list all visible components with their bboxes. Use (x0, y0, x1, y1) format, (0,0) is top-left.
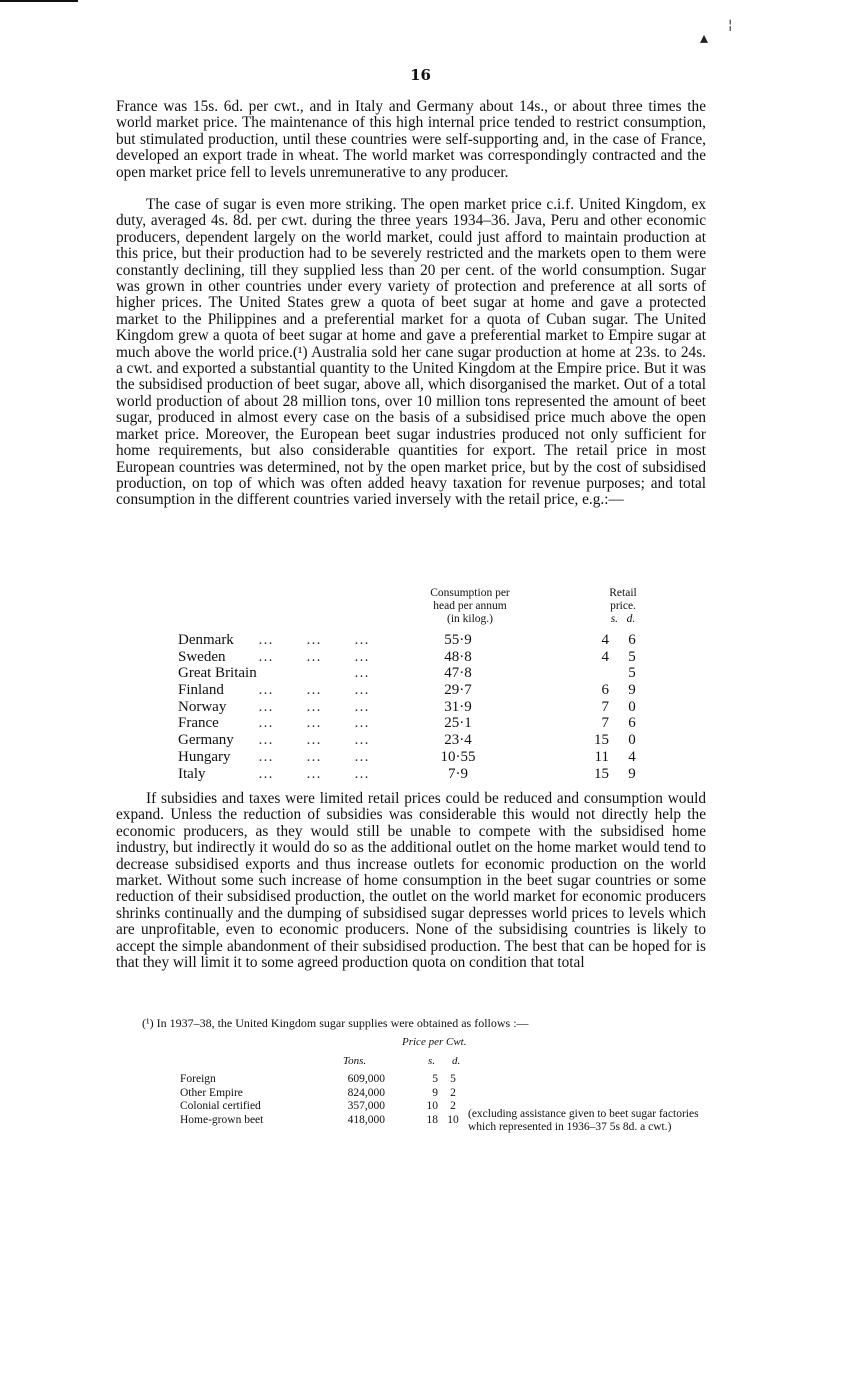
supply-source: Foreign (180, 1073, 216, 1085)
table-row (178, 649, 648, 666)
footnote-price-header: Price per Cwt. (402, 1036, 467, 1048)
consumption-value: 23·4 (444, 732, 472, 749)
table-header-consumption (400, 587, 540, 626)
retail-pence: 0 (628, 732, 636, 749)
country: Denmark (178, 632, 234, 648)
page-number: 16 (410, 66, 431, 84)
table-row (180, 1087, 720, 1101)
leader-dots: … (354, 682, 370, 699)
leader-dots: … (306, 732, 322, 749)
consumption-value: 55·9 (444, 632, 472, 648)
leader-dots: … (306, 715, 322, 732)
leader-dots: … (354, 648, 370, 665)
country: Great Britain (178, 665, 257, 682)
leader-dots: … (354, 698, 370, 715)
table-row (178, 766, 648, 783)
leader-dots: … (258, 715, 274, 732)
leader-dots: … (258, 682, 274, 699)
supply-tons: 418,000 (347, 1113, 385, 1126)
leader-dots: … (354, 748, 370, 765)
table-row (178, 699, 648, 716)
consumption-value: 29·7 (444, 682, 472, 699)
leader-dots: … (258, 748, 274, 765)
price-shillings: 10 (426, 1100, 438, 1112)
price-shillings: 5 (432, 1073, 438, 1085)
country: Finland (178, 682, 224, 699)
paragraph: France was 15s. 6d. per cwt., and in Italy and Germany about 14s., or about three times the world market price. The maintenance of this high internal price tended to restrict consumption, but stimulated production, until these countries were self-supporting and, in the case of France, developed an export trade in wheat. The world market was correspondingly contracted and the open market price fell to levels unremunerative to any producer. (116, 98, 706, 181)
supply-tons: 357,000 (347, 1100, 385, 1112)
table-row (178, 682, 648, 699)
consumption-value: 47·8 (444, 665, 472, 682)
retail-shillings: 11 (594, 748, 609, 765)
country: Germany (178, 732, 234, 749)
top-left-rule (0, 0, 78, 2)
retail-shillings: 15 (594, 765, 609, 782)
supply-source: Home-grown beet (180, 1113, 264, 1126)
consumption-table (178, 632, 648, 782)
price-pence: 10 (447, 1113, 459, 1126)
table-row (178, 715, 648, 732)
country: France (178, 715, 219, 732)
footnote-tons-header: Tons. (343, 1055, 367, 1067)
leader-dots: … (258, 765, 274, 782)
leader-dots: … (306, 748, 322, 765)
header-line: price. (610, 600, 636, 612)
retail-pence: 5 (628, 665, 636, 682)
supply-tons: 824,000 (347, 1086, 385, 1099)
table-row (178, 749, 648, 766)
price-shillings: 18 (426, 1113, 438, 1126)
supply-source: Colonial certified (180, 1100, 261, 1112)
header-line: head per annum (433, 600, 507, 612)
country: Sweden (178, 648, 226, 665)
leader-dots: … (306, 765, 322, 782)
table-row (178, 665, 648, 682)
retail-pence: 9 (628, 682, 636, 699)
country: Hungary (178, 748, 231, 765)
price-pence: 5 (450, 1073, 456, 1085)
scan-speck: ▴ (700, 28, 709, 47)
footnote-s-header: s. (428, 1055, 436, 1067)
leader-dots: … (306, 698, 322, 715)
retail-shillings: 6 (601, 682, 609, 699)
price-pence: 2 (450, 1100, 456, 1112)
supply-tons: 609,000 (347, 1073, 385, 1085)
leader-dots: … (258, 632, 274, 648)
footnote-note: (excluding assistance given to beet sugar factories which represented in 1936–37 5s 8d. a cwt.) (468, 1108, 699, 1133)
retail-pence: 0 (628, 698, 636, 715)
leader-dots: … (354, 715, 370, 732)
leader-dots: … (354, 632, 370, 648)
paragraph: The case of sugar is even more striking. The open market price c.i.f. United Kingdom, ex duty, averaged 4s. 8d. per cwt. during the three years 1934–36. Java, Peru and other economic producers, dependent largely on the world market, could just afford to maintain production at this price, but their production had to be severely restricted and the markets open to them were constantly declining, till they supplied less than 20 per cent. of the world consumption. Sugar was grown in other countries under every variety of protection and preference at all sorts of higher prices. The United States grew a quota of beet sugar at home and gave a protected market to the Philippines and a preferential market for a quota of Cuban sugar. The United Kingdom grew a quota of beet sugar at home and gave a preferential market to Empire sugar at much above the world price.(¹) Australia sold her cane sugar production at home at 23s. to 24s. a cwt. and exported a substantial quantity to the United Kingdom at the Empire price. But it was the subsidised production of beet sugar, above all, which disorganised the market. Out of a total world production of about 28 million tons, over 10 million tons represented the amount of beet sugar, produced in almost every case on the basis of a subsidised price much above the open market price. Moreover, the European beet sugar industries produced not only sufficient for home requirements, but also considerable quantities for export. The retail price in most European countries was determined, not by the open market price, but by the cost of subsidised production, on top of which was often added heavy taxation for revenue purposes; and total consumption in the different countries varied inversely with the retail price, e.g.:— (116, 196, 706, 509)
header-line: Consumption per (430, 587, 510, 599)
paragraph: If subsidies and taxes were limited retail prices could be reduced and consumption would expand. Unless the reduction of subsidies was considerable this would not directly help the economic producers, as they would still be unable to compete with the subsidised home industry, but indirectly it would do so as the additional outlet on the home market would tend to decrease subsidised exports and thus increase outlets for economic production on the world market. Without some such increase of home consumption in the beet sugar countries or some reduction of their subsidised production, the outlet on the world market for economic producers shrinks continually and the dumping of subsidised sugar depresses world prices to levels which are unprofitable, even to economic producers. None of the subsidising countries is likely to accept the simple abandonment of their subsidised production. The best that can be hoped for is that they will limit it to some agreed production quota on condition that total (116, 790, 706, 972)
retail-shillings: 4 (601, 648, 609, 665)
table-row (178, 732, 648, 749)
table-row (180, 1073, 720, 1087)
leader-dots: … (354, 732, 370, 749)
footnote-text: (¹) In 1937–38, the United Kingdom sugar supplies were obtained as follows :— (142, 1016, 529, 1030)
retail-pence: 4 (628, 748, 636, 765)
leader-dots: … (258, 698, 274, 715)
price-shillings: 9 (432, 1086, 438, 1099)
consumption-value: 25·1 (444, 715, 472, 732)
supply-source: Other Empire (180, 1086, 243, 1099)
retail-shillings: 15 (594, 732, 609, 749)
leader-dots: … (354, 765, 370, 782)
consumption-value: 48·8 (444, 648, 472, 665)
leader-dots: … (258, 732, 274, 749)
consumption-value: 7·9 (448, 765, 468, 782)
retail-shillings: 7 (601, 698, 609, 715)
table-header-retail (588, 587, 658, 626)
leader-dots: … (354, 665, 370, 682)
retail-pence: 5 (628, 648, 636, 665)
pence-header: d. (626, 613, 636, 625)
scan-speck: ¦ (728, 18, 733, 33)
leader-dots: … (258, 648, 274, 665)
retail-pence: 6 (628, 632, 636, 648)
price-pence: 2 (450, 1086, 456, 1099)
table-row (178, 632, 648, 649)
leader-dots: … (306, 648, 322, 665)
header-line (588, 613, 658, 626)
country: Italy (178, 765, 206, 782)
leader-dots: … (306, 632, 322, 648)
leader-dots: … (306, 682, 322, 699)
country: Norway (178, 698, 227, 715)
footnote-d-header: d. (452, 1055, 461, 1067)
retail-shillings: 4 (601, 632, 609, 648)
retail-shillings: 7 (601, 715, 609, 732)
retail-pence: 9 (628, 765, 636, 782)
consumption-value: 10·55 (440, 748, 476, 765)
header-line: (in kilog.) (447, 613, 493, 625)
consumption-value: 31·9 (444, 698, 472, 715)
shilling-header: s. (610, 613, 619, 625)
retail-pence: 6 (628, 715, 636, 732)
header-line: Retail (609, 587, 637, 599)
